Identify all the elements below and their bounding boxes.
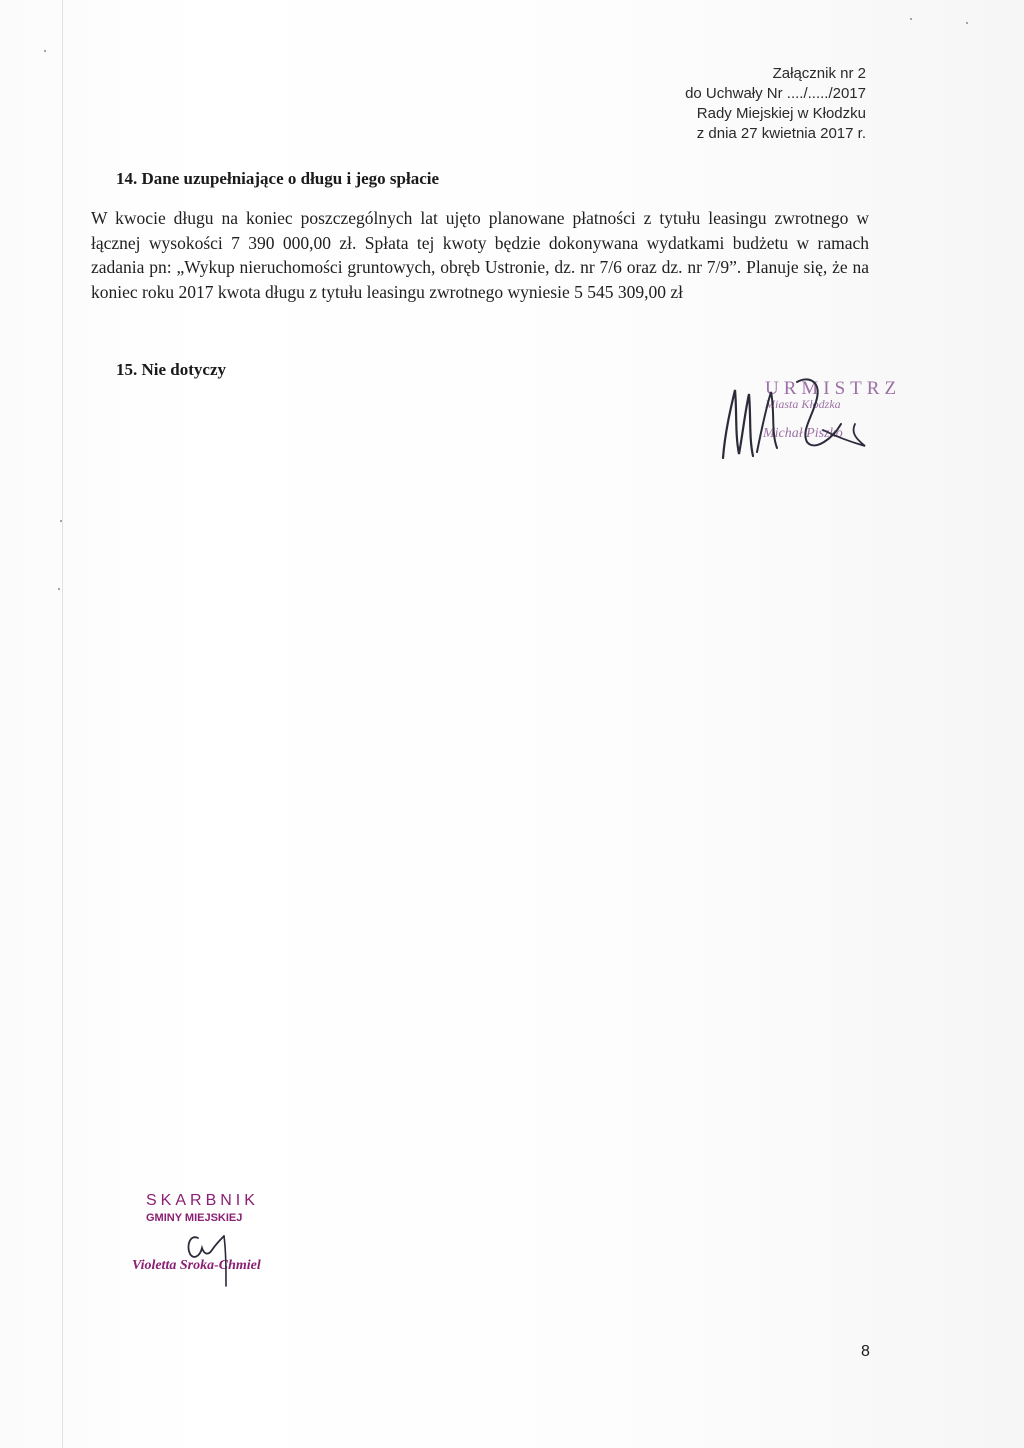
scan-edge-line bbox=[62, 0, 63, 1448]
treasurer-signature bbox=[130, 1190, 350, 1300]
mayor-stamp-title: URMISTRZ bbox=[765, 378, 902, 399]
header-resolution-number: do Uchwały Nr ..../...../2017 bbox=[685, 85, 866, 102]
header-attachment-number: Załącznik nr 2 bbox=[772, 65, 866, 82]
scan-speck bbox=[910, 18, 912, 20]
section-14-heading: 14. Dane uzupełniające o długu i jego spłacie bbox=[116, 169, 440, 188]
attachment-header bbox=[685, 64, 866, 144]
mayor-stamp-city: Miasta Kłodzka bbox=[765, 397, 841, 411]
treasurer-stamp-title: SKARBNIK bbox=[146, 1192, 259, 1209]
mayor-signature bbox=[705, 372, 905, 472]
treasurer-stamp-org: GMINY MIEJSKIEJ bbox=[146, 1212, 243, 1224]
mayor-stamp bbox=[705, 372, 905, 472]
treasurer-stamp bbox=[130, 1190, 350, 1300]
header-date: z dnia 27 kwietnia 2017 r. bbox=[696, 125, 866, 142]
section-14-paragraph: W kwocie długu na koniec poszczególnych lat ujęto planowane płatności z tytułu leasingu zwrotnego w łącznej wysokości 7 390 000,00 zł. Spłata tej kwoty będzie dokonywana wydatkami budżetu w ramach zadania pn: „Wykup nieruchomości gruntowych, obręb Ustronie, dz. nr 7/6 oraz dz. nr 7/9”. Planuje się, że na koniec roku 2017 kwota długu z tytułu leasingu zwrotnego wyniesie 5 545 309,00 zł bbox=[91, 208, 869, 302]
scan-speck bbox=[60, 520, 62, 522]
scan-speck bbox=[58, 588, 60, 590]
page-number: 8 bbox=[861, 1343, 870, 1360]
scan-speck bbox=[966, 22, 968, 24]
treasurer-stamp-name: Violetta Sroka-Chmiel bbox=[132, 1258, 261, 1273]
header-council-name: Rady Miejskiej w Kłodzku bbox=[696, 105, 866, 122]
mayor-stamp-name: Michał Piszko bbox=[763, 426, 843, 441]
scan-speck bbox=[44, 50, 46, 52]
section-15-heading: 15. Nie dotyczy bbox=[116, 360, 227, 379]
